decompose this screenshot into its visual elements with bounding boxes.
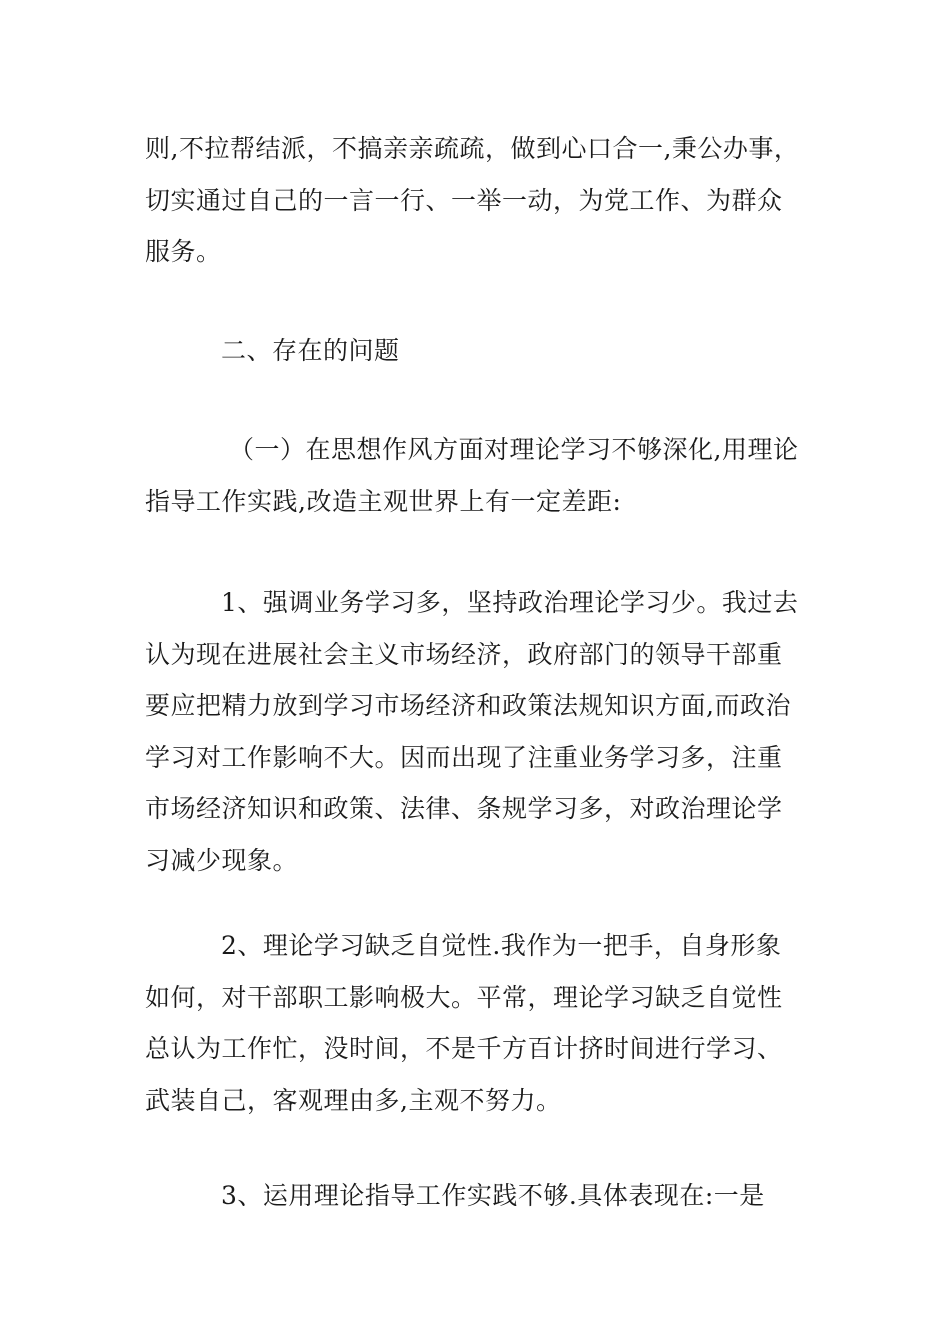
- paragraph-item-1: [145, 577, 815, 886]
- text-line: 学习对工作影响不大。因而出现了注重业务学习多，注重: [145, 742, 783, 772]
- text-line: 武装自己，客观理由多,主观不努力。: [145, 1085, 562, 1115]
- paragraph-continuation: [145, 123, 815, 278]
- paragraph-item-2: [145, 920, 815, 1126]
- text-line: 如何，对干部职工影响极大。平常，理论学习缺乏自觉性: [145, 982, 783, 1012]
- text-line: 2、理论学习缺乏自觉性.我作为一把手，自身形象: [221, 931, 782, 960]
- paragraph-subsection-1: [145, 424, 815, 527]
- text-line: 则,不拉帮结派，不搞亲亲疏疏，做到心口合一,秉公办事，: [145, 134, 800, 163]
- text-line: 认为现在进展社会主义市场经济，政府部门的领导干部重: [145, 639, 783, 669]
- text-line: 总认为工作忙，没时间，不是千方百计挤时间进行学习、: [145, 1034, 783, 1063]
- text-line: 切实通过自己的一言一行、一举一动，为党工作、为群众: [145, 185, 783, 215]
- text-line: 1、强调业务学习多，坚持政治理论学习少。我过去: [221, 588, 799, 617]
- text-line: 指导工作实践,改造主观世界上有一定差距:: [145, 486, 622, 516]
- text-line: （一）在思想作风方面对理论学习不够深化,用理论: [229, 435, 799, 464]
- text-line: 习减少现象。: [145, 845, 299, 875]
- section-heading: 二、存在的问题: [221, 336, 400, 365]
- paragraph-item-3: [145, 1170, 815, 1222]
- text-line: 市场经济知识和政策、法律、条规学习多，对政治理论学: [145, 794, 783, 823]
- text-line: 3、运用理论指导工作实践不够.具体表现在:一是: [221, 1181, 765, 1210]
- text-line: 要应把精力放到学习市场经济和政策法规知识方面,而政治: [145, 691, 791, 720]
- text-line: 服务。: [145, 237, 222, 266]
